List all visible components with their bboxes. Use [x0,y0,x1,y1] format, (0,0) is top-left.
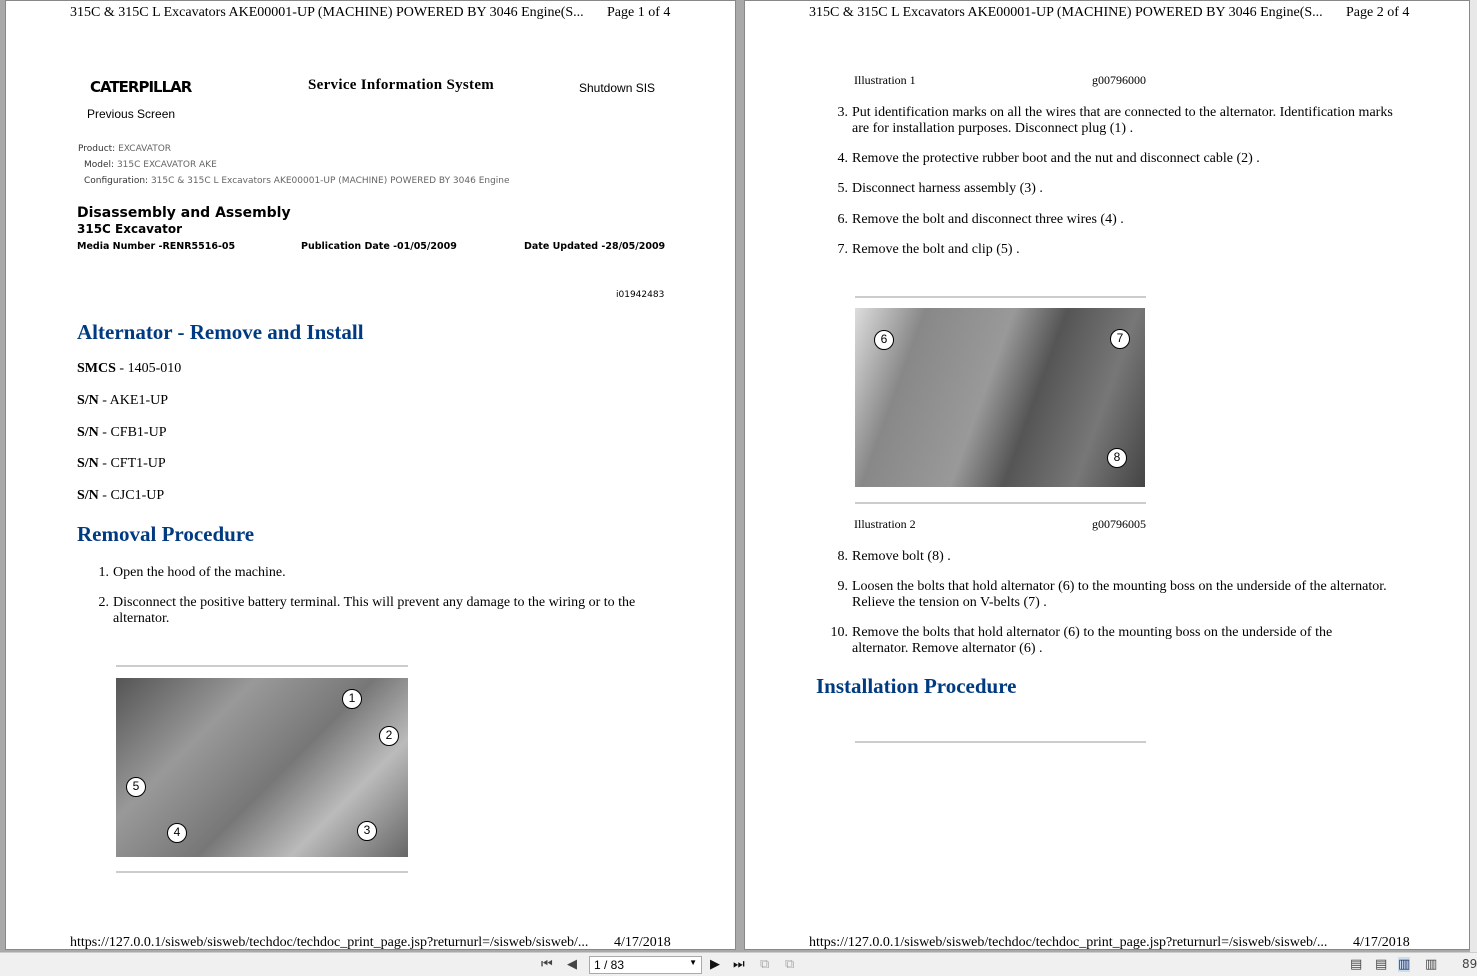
publication-date: Publication Date -01/05/2009 [301,241,457,252]
step-text: Put identification marks on all the wires that are connected to the alternator. Identification marks are for installation purposes. Disconnect plug (1) . [852,105,1393,136]
shutdown-sis-link[interactable]: Shutdown SIS [579,81,656,95]
footer-url: https://127.0.0.1/sisweb/sisweb/techdoc/techdoc_print_page.jsp?returnurl=/sisweb/sisweb/... [809,935,1328,950]
footer-date: 4/17/2018 [1353,935,1410,950]
product-value: EXCAVATOR [118,144,172,154]
step-item [837,242,1422,258]
sn-label: S/N [77,488,99,503]
step-number: 10. [830,625,848,640]
sn-line [77,425,166,441]
sn-line [77,393,168,409]
step-text: Remove the bolt and disconnect three wires (4) . [852,212,1124,227]
media-number: Media Number -RENR5516-05 [77,241,236,252]
divider [116,871,408,873]
step-item [98,595,658,627]
illustration-2-photo [855,308,1145,487]
previous-page-icon[interactable]: ◀ [567,957,577,972]
step-number: 4. [837,151,848,166]
callout-2: 2 [379,726,399,746]
step-number: 6. [837,212,848,227]
first-page-icon[interactable]: ⏮ [541,957,553,972]
step-item [830,625,1382,657]
step-text: Remove the bolt and clip (5) . [852,242,1020,257]
pdf-page-1 [5,0,736,950]
page-number-input[interactable] [589,956,702,974]
step-text: Disconnect harness assembly (3) . [852,181,1043,196]
removal-heading: Removal Procedure [77,522,255,546]
illustration-id: g00796005 [1092,517,1146,531]
page-header-title: 315C & 315C L Excavators AKE00001-UP (MACHINE) POWERED BY 3046 Engine(S... [70,5,584,20]
step-text: Remove the protective rubber boot and the nut and disconnect cable (2) . [852,151,1260,166]
callout-7: 7 [1110,329,1130,349]
sn-value: - AKE1-UP [98,393,169,408]
illustration-id: g00796000 [1092,73,1146,87]
step-item [837,105,1412,137]
step-item [837,151,1422,167]
step-text: Disconnect the positive battery terminal. This will prevent any damage to the wiring or to the alternator. [113,595,636,626]
date-updated: Date Updated -28/05/2009 [524,241,666,252]
step-text: Remove the bolts that hold alternator (6) to the mounting boss on the underside of the alternator. Remove alternator (6) . [852,625,1333,656]
caterpillar-logo: CATERPILLAR [90,78,192,96]
next-page-icon[interactable]: ▶ [710,957,720,972]
step-number: 7. [837,242,848,257]
footer-date: 4/17/2018 [614,935,671,950]
sis-title: Service Information System [308,77,495,93]
dropdown-arrow-icon[interactable]: ▼ [689,958,697,967]
step-item [837,549,1422,565]
sn-line [77,488,164,504]
callout-8: 8 [1107,448,1127,468]
callout-6: 6 [874,330,894,350]
rotate-icon[interactable]: ⧉ [760,957,770,972]
step-number: 2. [98,595,109,610]
page-field-value: 1 / 83 [594,958,625,972]
step-item [98,565,673,581]
page-header-title: 315C & 315C L Excavators AKE00001-UP (MACHINE) POWERED BY 3046 Engine(S... [809,5,1323,20]
step-number: 9. [837,579,848,594]
two-page-view-icon[interactable]: ▥ [1398,957,1411,972]
footer-url: https://127.0.0.1/sisweb/sisweb/techdoc/techdoc_print_page.jsp?returnurl=/sisweb/sisweb/... [70,935,589,950]
continuous-view-icon[interactable]: ▤ [1375,957,1388,972]
divider [116,665,408,667]
main-heading: Alternator - Remove and Install [77,320,364,344]
page-number: Page 1 of 4 [607,5,671,20]
callout-3: 3 [357,821,377,841]
step-text: Remove bolt (8) . [852,549,951,564]
model-value: 315C EXCAVATOR AKE [116,160,217,170]
installation-heading: Installation Procedure [816,674,1017,698]
two-page-continuous-icon[interactable]: ▥ [1425,957,1438,972]
illustration-label: Illustration 2 [854,517,916,531]
step-item [837,181,1422,197]
callout-1: 1 [342,689,362,709]
step-item [837,212,1422,228]
sn-value: - CFB1-UP [98,425,167,440]
callout-4: 4 [167,823,187,843]
rotate-alt-icon[interactable]: ⧉ [785,957,795,972]
divider [855,296,1146,298]
pdf-toolbar [0,952,1477,976]
step-text: Open the hood of the machine. [113,565,286,580]
last-page-icon[interactable]: ⏭ [733,957,745,972]
model-label: Model: [84,160,115,170]
divider [855,741,1146,743]
step-number: 8. [837,549,848,564]
step-number: 5. [837,181,848,196]
pdf-page-2 [744,0,1470,950]
step-number: 1. [98,565,109,580]
sn-value: - CFT1-UP [98,456,166,471]
doc-title: Disassembly and Assembly [77,205,291,221]
vertical-scrollbar[interactable] [1470,0,1477,952]
sn-value: - CJC1-UP [98,488,165,503]
smcs-line [77,361,181,377]
zoom-level[interactable]: 89 [1462,957,1477,971]
config-value: 315C & 315C L Excavators AKE00001-UP (MACHINE) POWERED BY 3046 Engine [150,176,510,186]
step-item [837,579,1422,611]
illustration-1-photo [116,678,408,857]
illustration-label: Illustration 1 [854,73,916,87]
step-number: 3. [837,105,848,120]
previous-screen-link[interactable]: Previous Screen [87,107,176,121]
divider [855,502,1146,504]
page-number: Page 2 of 4 [1346,5,1410,20]
single-page-view-icon[interactable]: ▤ [1350,957,1363,972]
doc-id: i01942483 [616,290,665,300]
config-label: Configuration: [84,176,149,186]
sn-label: S/N [77,456,99,471]
sn-label: S/N [77,425,99,440]
doc-subtitle: 315C Excavator [77,222,182,236]
sn-label: S/N [77,393,99,408]
sn-line [77,456,166,472]
product-label: Product: [78,144,116,154]
smcs-value: - 1405-010 [115,361,182,376]
step-text: Loosen the bolts that hold alternator (6) to the mounting boss on the underside of the alternator. Relieve the tension on V-belts (7) . [852,579,1387,610]
smcs-label: SMCS [77,361,116,376]
callout-5: 5 [126,777,146,797]
